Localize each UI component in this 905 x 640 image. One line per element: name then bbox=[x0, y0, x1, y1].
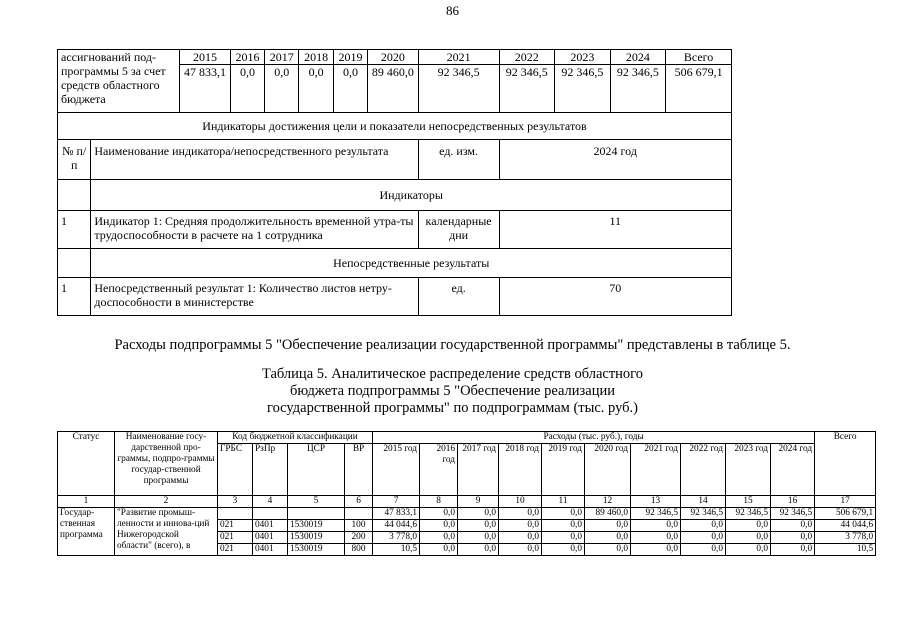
value-cell: 0,0 bbox=[420, 544, 458, 556]
status-cell: Государ-ственная программа bbox=[58, 508, 115, 556]
column-number: 12 bbox=[585, 496, 631, 508]
vr-cell: 800 bbox=[345, 544, 373, 556]
value-cell: 0,0 bbox=[585, 520, 631, 532]
funding-value: 92 346,5 bbox=[555, 65, 611, 113]
column-number: 14 bbox=[681, 496, 726, 508]
col-unit-header: ед. изм. bbox=[418, 140, 499, 180]
indicator-header-row bbox=[58, 140, 732, 180]
funding-year-header: 2015 bbox=[180, 50, 231, 65]
value-cell: 0,0 bbox=[681, 544, 726, 556]
value-cell: 89 460,0 bbox=[585, 508, 631, 520]
section-indicators-results: Индикаторы достижения цели и показатели непосредственных результатов bbox=[58, 113, 732, 140]
funding-total-value: 506 679,1 bbox=[666, 65, 732, 113]
value-cell: 0,0 bbox=[499, 508, 542, 520]
year-subheader: 2017 год bbox=[458, 444, 499, 496]
value-cell: 92 346,5 bbox=[631, 508, 681, 520]
funding-value: 92 346,5 bbox=[418, 65, 499, 113]
value-cell: 0,0 bbox=[631, 520, 681, 532]
total-cell: 44 044,6 bbox=[815, 520, 876, 532]
section-row bbox=[58, 180, 732, 211]
value-cell: 0,0 bbox=[458, 520, 499, 532]
value-cell: 92 346,5 bbox=[726, 508, 771, 520]
column-number: 15 bbox=[726, 496, 771, 508]
funding-year-header: 2019 bbox=[333, 50, 367, 65]
funding-value: 89 460,0 bbox=[368, 65, 419, 113]
value-cell: 0,0 bbox=[420, 520, 458, 532]
column-number: 3 bbox=[218, 496, 253, 508]
year-subheader: 2023 год bbox=[726, 444, 771, 496]
page-number: 86 bbox=[446, 3, 459, 18]
column-number: 5 bbox=[288, 496, 345, 508]
value-cell: 0,0 bbox=[499, 520, 542, 532]
indicator-name: Индикатор 1: Средняя продолжительность временной утра-ты трудоспособности в расчете на 1 сотрудника bbox=[91, 211, 418, 249]
funding-year-header: 2018 bbox=[299, 50, 333, 65]
code-header: Код бюджетной классификации bbox=[218, 432, 373, 444]
csr-cell bbox=[288, 508, 345, 520]
rzpr-cell: 0401 bbox=[253, 532, 288, 544]
value-cell: 44 044,6 bbox=[373, 520, 420, 532]
csr-cell: 1530019 bbox=[288, 532, 345, 544]
vr-cell bbox=[345, 508, 373, 520]
funding-year-header: 2017 bbox=[265, 50, 299, 65]
funding-year-header: 2022 bbox=[499, 50, 555, 65]
value-cell: 0,0 bbox=[681, 532, 726, 544]
table-caption-line: бюджета подпрограммы 5 "Обеспечение реализации bbox=[290, 383, 615, 399]
funding-year-header: 2016 bbox=[230, 50, 264, 65]
year-subheader: 2015 год bbox=[373, 444, 420, 496]
funding-label: ассигнований под-программы 5 за счет средств областного бюджета bbox=[58, 50, 180, 113]
code-subheader: ВР bbox=[345, 444, 373, 496]
funding-header-row bbox=[58, 50, 732, 65]
section-row bbox=[58, 249, 732, 278]
year-subheader: 2020 год bbox=[585, 444, 631, 496]
column-number: 6 bbox=[345, 496, 373, 508]
status-header: Статус bbox=[58, 432, 115, 496]
rzpr-cell: 0401 bbox=[253, 520, 288, 532]
column-number: 9 bbox=[458, 496, 499, 508]
column-number: 10 bbox=[499, 496, 542, 508]
value-cell: 0,0 bbox=[542, 544, 585, 556]
value-cell: 47 833,1 bbox=[373, 508, 420, 520]
grbs-cell bbox=[218, 508, 253, 520]
indicator-value: 11 bbox=[499, 211, 732, 249]
code-subheader: ЦСР bbox=[288, 444, 345, 496]
value-cell: 0,0 bbox=[771, 532, 815, 544]
result-num: 1 bbox=[58, 278, 91, 316]
vr-cell: 100 bbox=[345, 520, 373, 532]
year-subheader: 2019 год bbox=[542, 444, 585, 496]
result-name: Непосредственный результат 1: Количество листов нетру-доспособности в министерстве bbox=[91, 278, 418, 316]
value-cell: 0,0 bbox=[585, 544, 631, 556]
funding-value: 0,0 bbox=[265, 65, 299, 113]
year-subheader: 2016 год bbox=[420, 444, 458, 496]
code-subheader: РзПр bbox=[253, 444, 288, 496]
year-subheader: 2024 год bbox=[771, 444, 815, 496]
grbs-cell: 021 bbox=[218, 544, 253, 556]
value-cell: 0,0 bbox=[631, 544, 681, 556]
total-cell: 3 778,0 bbox=[815, 532, 876, 544]
value-cell: 0,0 bbox=[499, 544, 542, 556]
funding-year-header: 2023 bbox=[555, 50, 611, 65]
year-subheader: 2022 год bbox=[681, 444, 726, 496]
value-cell: 0,0 bbox=[726, 544, 771, 556]
total-cell: 506 679,1 bbox=[815, 508, 876, 520]
column-number: 17 bbox=[815, 496, 876, 508]
grbs-cell: 021 bbox=[218, 532, 253, 544]
funding-year-header: 2020 bbox=[368, 50, 419, 65]
table-caption-line: Таблица 5. Аналитическое распределение средств областного bbox=[261, 366, 644, 382]
column-number: 11 bbox=[542, 496, 585, 508]
result-row bbox=[58, 278, 732, 316]
value-cell: 92 346,5 bbox=[771, 508, 815, 520]
value-cell: 0,0 bbox=[420, 508, 458, 520]
grbs-cell: 021 bbox=[218, 520, 253, 532]
column-number: 8 bbox=[420, 496, 458, 508]
funding-value: 47 833,1 bbox=[180, 65, 231, 113]
col-name-header: Наименование индикатора/непосредственного результата bbox=[91, 140, 418, 180]
value-cell: 0,0 bbox=[458, 532, 499, 544]
program-name-cell: "Развитие промыш-ленности и иннова-ций Нижегородской области" (всего), в bbox=[115, 508, 218, 556]
value-cell: 92 346,5 bbox=[681, 508, 726, 520]
value-cell: 10,5 bbox=[373, 544, 420, 556]
year-subheader: 2018 год bbox=[499, 444, 542, 496]
value-cell: 0,0 bbox=[542, 520, 585, 532]
funding-value: 92 346,5 bbox=[610, 65, 666, 113]
column-number: 13 bbox=[631, 496, 681, 508]
expenses-header-row bbox=[58, 432, 876, 444]
vr-cell: 200 bbox=[345, 532, 373, 544]
body-paragraph: Расходы подпрограммы 5 "Обеспечение реализации государственной программы" представлены в таблице 5. bbox=[114, 337, 791, 353]
code-subheader: ГРБС bbox=[218, 444, 253, 496]
value-cell: 0,0 bbox=[726, 532, 771, 544]
funding-year-header: 2024 bbox=[610, 50, 666, 65]
column-numbers-row bbox=[58, 496, 876, 508]
table-row bbox=[58, 508, 876, 520]
expenses-table bbox=[57, 431, 876, 556]
section-results: Непосредственные результаты bbox=[91, 249, 732, 278]
indicator-row bbox=[58, 211, 732, 249]
value-cell: 0,0 bbox=[726, 520, 771, 532]
funding-value: 92 346,5 bbox=[499, 65, 555, 113]
funding-value: 0,0 bbox=[333, 65, 367, 113]
value-cell: 0,0 bbox=[499, 532, 542, 544]
funding-value: 0,0 bbox=[299, 65, 333, 113]
value-cell: 0,0 bbox=[542, 532, 585, 544]
rzpr-cell: 0401 bbox=[253, 544, 288, 556]
value-cell: 0,0 bbox=[458, 508, 499, 520]
column-number: 7 bbox=[373, 496, 420, 508]
expenses-header: Расходы (тыс. руб.), годы bbox=[373, 432, 815, 444]
csr-cell: 1530019 bbox=[288, 544, 345, 556]
total-header: Всего bbox=[815, 432, 876, 496]
value-cell: 0,0 bbox=[542, 508, 585, 520]
column-number: 2 bbox=[115, 496, 218, 508]
rzpr-cell bbox=[253, 508, 288, 520]
funding-year-header: 2021 bbox=[418, 50, 499, 65]
col-num-header: № п/п bbox=[58, 140, 91, 180]
column-number: 4 bbox=[253, 496, 288, 508]
result-value: 70 bbox=[499, 278, 732, 316]
result-unit: ед. bbox=[418, 278, 499, 316]
section-row bbox=[58, 113, 732, 140]
year-subheader: 2021 год bbox=[631, 444, 681, 496]
value-cell: 0,0 bbox=[585, 532, 631, 544]
value-cell: 0,0 bbox=[681, 520, 726, 532]
value-cell: 0,0 bbox=[771, 544, 815, 556]
value-cell: 3 778,0 bbox=[373, 532, 420, 544]
value-cell: 0,0 bbox=[631, 532, 681, 544]
col-year-header: 2024 год bbox=[499, 140, 732, 180]
funding-total-header: Всего bbox=[666, 50, 732, 65]
indicator-unit: календарные дни bbox=[418, 211, 499, 249]
value-cell: 0,0 bbox=[420, 532, 458, 544]
indicators-table bbox=[57, 49, 732, 316]
total-cell: 10,5 bbox=[815, 544, 876, 556]
section-indicators: Индикаторы bbox=[91, 180, 732, 211]
value-cell: 0,0 bbox=[771, 520, 815, 532]
funding-value: 0,0 bbox=[230, 65, 264, 113]
table-caption-line: государственной программы" по подпрограммам (тыс. руб.) bbox=[266, 400, 639, 416]
name-header: Наименование госу-дарственной про-граммы, подпро-граммы государ-ственной программы bbox=[115, 432, 218, 496]
value-cell: 0,0 bbox=[458, 544, 499, 556]
column-number: 16 bbox=[771, 496, 815, 508]
csr-cell: 1530019 bbox=[288, 520, 345, 532]
column-number: 1 bbox=[58, 496, 115, 508]
indicator-num: 1 bbox=[58, 211, 91, 249]
